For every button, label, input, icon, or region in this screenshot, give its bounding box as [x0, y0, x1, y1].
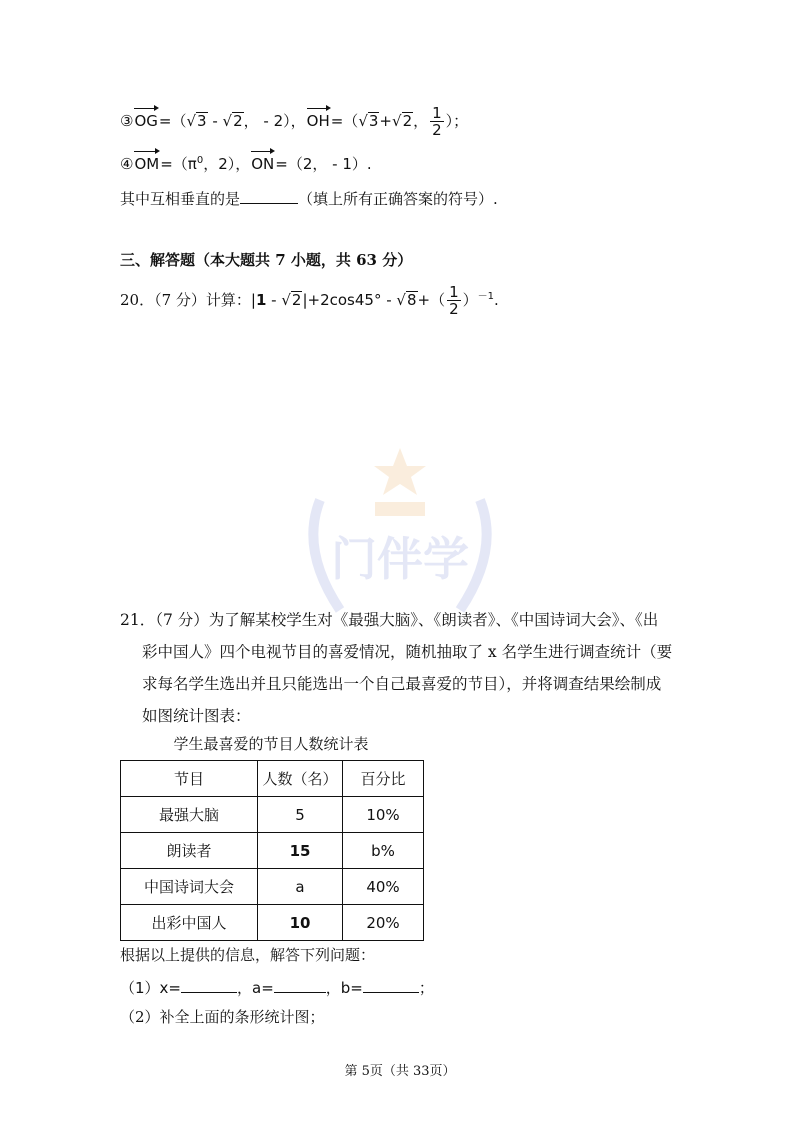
q19-item4: $④OM=(\pi^0$，2），ON=（2， - 1）.	[120, 150, 372, 175]
q20-expression: |1 - √2|+2cos45° - √8+（ $\frac{1}{2}$ ）$^{-1}$.	[250, 283, 499, 318]
table-row: 最强大脑 5 10%	[121, 797, 424, 833]
table-title: 学生最喜爱的节目人数统计表	[173, 735, 369, 753]
vector-oh: OH	[307, 107, 330, 132]
sub-question-1: （1）x= ，a= ，b= ；	[120, 976, 434, 999]
q21-paragraph	[120, 604, 680, 732]
sub-question-2: （2）补全上面的条形统计图；	[120, 1008, 325, 1026]
sqrt-3: √3	[186, 112, 207, 130]
header-program: 节目	[121, 761, 258, 797]
table-header-row	[121, 761, 424, 797]
vector-on: ON	[251, 150, 274, 175]
q19-item3: ③OG=（√3 - √2， - 2），OH=（√3+√2， $\frac{1}{2}$ ）；	[120, 104, 469, 139]
q21-line1: （7 分）为了解某校学生对《最强大脑》、《朗读者》、《中国诗词大会》、《出	[155, 611, 659, 629]
sqrt-2: √2	[222, 112, 243, 130]
x-answer-blank[interactable]	[181, 976, 237, 993]
section-heading: 三、解答题（本大题共 7 小题，共 63 分）	[120, 251, 413, 269]
q20	[120, 284, 499, 317]
stats-table	[120, 760, 424, 941]
q21-line3: 求每名学生选出并且只能选出一个自己最喜爱的节目），并将调查结果绘制成	[142, 675, 662, 693]
a-answer-blank[interactable]	[274, 976, 326, 993]
table-row: 出彩中国人 10 20%	[121, 905, 424, 941]
header-percent: 百分比	[343, 761, 424, 797]
q20-score: （7 分）计算：	[154, 291, 251, 309]
item4-marker: ④	[120, 155, 134, 173]
fraction-half: $\frac{1}{2}$	[432, 104, 442, 139]
table-row: 朗读者 15 b%	[121, 833, 424, 869]
q21-number: 21．	[120, 611, 156, 629]
answer-blank[interactable]	[240, 187, 298, 204]
q21-line4: 如图统计图表：	[142, 707, 251, 725]
header-count: 人数（名）	[258, 761, 343, 797]
q21-line2: 彩中国人》四个电视节目的喜爱情况，随机抽取了 x 名学生进行调查统计（要	[142, 643, 673, 661]
table-row: 中国诗词大会 a 40%	[121, 869, 424, 905]
page-footer: 第 5页（共 33页）	[344, 1064, 456, 1079]
b-answer-blank[interactable]	[363, 976, 419, 993]
vector-og: OG	[134, 107, 157, 132]
q20-number: 20．	[120, 291, 155, 309]
q19-prompt: 其中互相垂直的是 （填上所有正确答案的符号）.	[120, 187, 498, 210]
item3-marker: ③	[120, 112, 134, 130]
vector-om: OM	[134, 150, 159, 175]
after-table-intro: 根据以上提供的信息，解答下列问题：	[120, 946, 376, 964]
watermark-text: 门伴学	[331, 532, 469, 586]
